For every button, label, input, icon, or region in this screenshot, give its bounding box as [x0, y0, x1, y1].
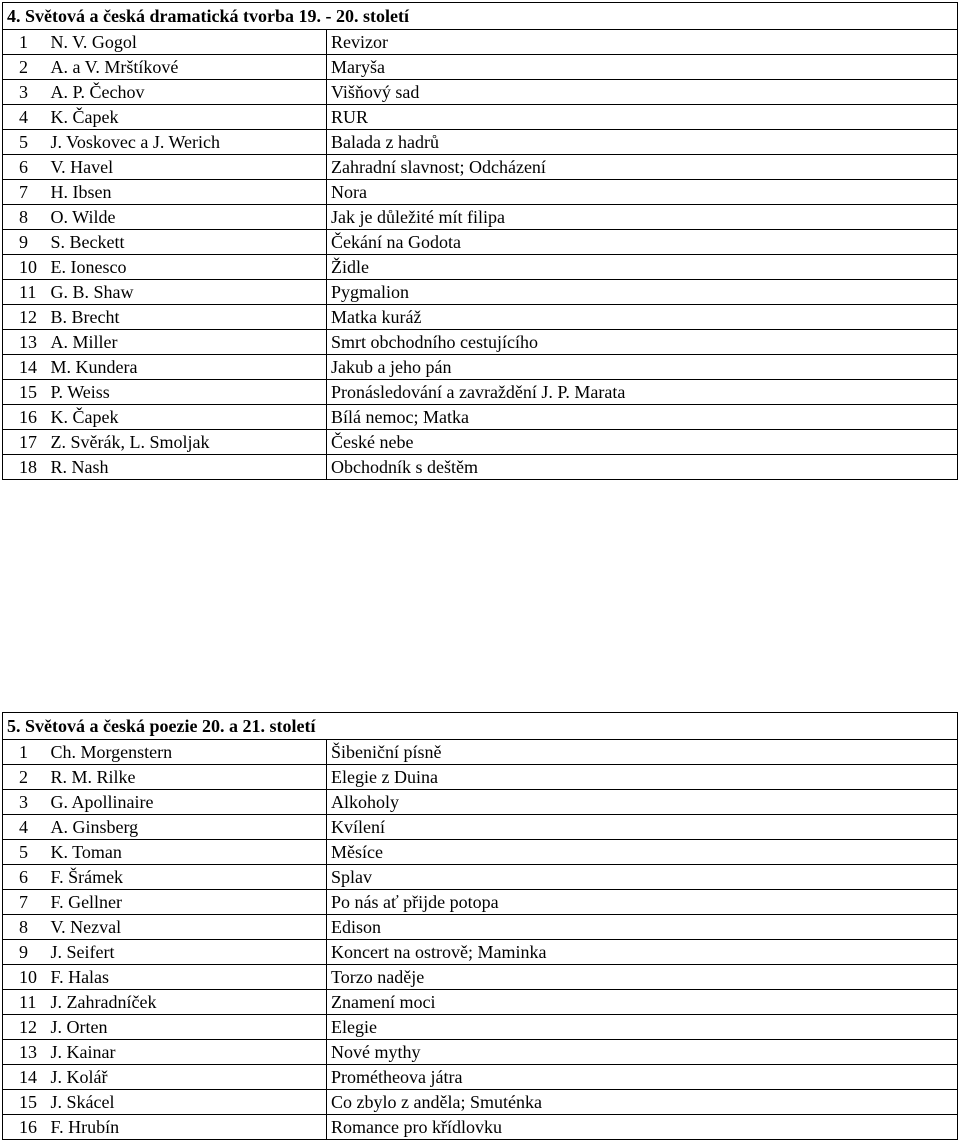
author-cell: A. a V. Mrštíkové	[47, 55, 327, 80]
table-row	[3, 1065, 958, 1090]
row-number: 11	[3, 280, 47, 305]
table-row	[3, 940, 958, 965]
table-row	[3, 80, 958, 105]
author-cell: J. Skácel	[47, 1090, 327, 1115]
work-cell: Elegie z Duina	[327, 765, 958, 790]
row-number: 8	[3, 915, 47, 940]
work-cell: Pronásledování a zavraždění J. P. Marata	[327, 380, 958, 405]
author-cell: N. V. Gogol	[47, 30, 327, 55]
table-row	[3, 430, 958, 455]
author-cell: J. Seifert	[47, 940, 327, 965]
author-cell: S. Beckett	[47, 230, 327, 255]
work-cell: Po nás ať přijde potopa	[327, 890, 958, 915]
row-number: 2	[3, 55, 47, 80]
poetry-title: 5. Světová a česká poezie 20. a 21. století	[3, 713, 958, 740]
row-number: 7	[3, 180, 47, 205]
row-number: 9	[3, 940, 47, 965]
table-row	[3, 280, 958, 305]
author-cell: B. Brecht	[47, 305, 327, 330]
row-number: 6	[3, 155, 47, 180]
work-cell: Čekání na Godota	[327, 230, 958, 255]
row-number: 15	[3, 380, 47, 405]
work-cell: Alkoholy	[327, 790, 958, 815]
table-row	[3, 990, 958, 1015]
work-cell: Šibeniční písně	[327, 740, 958, 765]
table-row	[3, 30, 958, 55]
author-cell: E. Ionesco	[47, 255, 327, 280]
row-number: 12	[3, 1015, 47, 1040]
work-cell: České nebe	[327, 430, 958, 455]
row-number: 8	[3, 205, 47, 230]
work-cell: Koncert na ostrově; Maminka	[327, 940, 958, 965]
author-cell: G. B. Shaw	[47, 280, 327, 305]
work-cell: Jak je důležité mít filipa	[327, 205, 958, 230]
work-cell: Smrt obchodního cestujícího	[327, 330, 958, 355]
table-row	[3, 840, 958, 865]
table-row	[3, 865, 958, 890]
row-number: 3	[3, 790, 47, 815]
row-number: 10	[3, 965, 47, 990]
author-cell: J. Voskovec a J. Werich	[47, 130, 327, 155]
drama-title: 4. Světová a česká dramatická tvorba 19. - 20. století	[3, 3, 958, 30]
work-cell: Kvílení	[327, 815, 958, 840]
table-row	[3, 915, 958, 940]
drama-header-row	[3, 3, 958, 30]
work-cell: Višňový sad	[327, 80, 958, 105]
row-number: 10	[3, 255, 47, 280]
work-cell: Splav	[327, 865, 958, 890]
work-cell: Nové mythy	[327, 1040, 958, 1065]
author-cell: A. Ginsberg	[47, 815, 327, 840]
work-cell: Pygmalion	[327, 280, 958, 305]
work-cell: Balada z hadrů	[327, 130, 958, 155]
table-row	[3, 380, 958, 405]
table-row	[3, 890, 958, 915]
author-cell: G. Apollinaire	[47, 790, 327, 815]
table-row	[3, 740, 958, 765]
row-number: 1	[3, 30, 47, 55]
work-cell: Matka kuráž	[327, 305, 958, 330]
work-cell: Obchodník s deštěm	[327, 455, 958, 480]
row-number: 6	[3, 865, 47, 890]
table-row	[3, 965, 958, 990]
table-row	[3, 205, 958, 230]
row-number: 9	[3, 230, 47, 255]
work-cell: Revizor	[327, 30, 958, 55]
row-number: 3	[3, 80, 47, 105]
work-cell: Prométheova játra	[327, 1065, 958, 1090]
table-row	[3, 105, 958, 130]
row-number: 4	[3, 815, 47, 840]
author-cell: V. Havel	[47, 155, 327, 180]
author-cell: Ch. Morgenstern	[47, 740, 327, 765]
table-row	[3, 355, 958, 380]
table-row	[3, 305, 958, 330]
table-row	[3, 405, 958, 430]
row-number: 13	[3, 330, 47, 355]
row-number: 14	[3, 355, 47, 380]
poetry-header-row	[3, 713, 958, 740]
drama-table-body	[3, 30, 958, 480]
row-number: 7	[3, 890, 47, 915]
table-row	[3, 1090, 958, 1115]
work-cell: Edison	[327, 915, 958, 940]
row-number: 13	[3, 1040, 47, 1065]
work-cell: Romance pro křídlovku	[327, 1115, 958, 1140]
work-cell: Jakub a jeho pán	[327, 355, 958, 380]
author-cell: V. Nezval	[47, 915, 327, 940]
table-row	[3, 790, 958, 815]
row-number: 11	[3, 990, 47, 1015]
author-cell: F. Šrámek	[47, 865, 327, 890]
author-cell: J. Orten	[47, 1015, 327, 1040]
row-number: 18	[3, 455, 47, 480]
work-cell: Židle	[327, 255, 958, 280]
author-cell: R. Nash	[47, 455, 327, 480]
author-cell: F. Hrubín	[47, 1115, 327, 1140]
row-number: 16	[3, 1115, 47, 1140]
table-row	[3, 155, 958, 180]
table-row	[3, 815, 958, 840]
poetry-table-body	[3, 740, 958, 1140]
drama-table	[2, 2, 958, 480]
row-number: 5	[3, 130, 47, 155]
author-cell: O. Wilde	[47, 205, 327, 230]
work-cell: Nora	[327, 180, 958, 205]
author-cell: H. Ibsen	[47, 180, 327, 205]
poetry-table	[2, 712, 958, 1140]
table-row	[3, 455, 958, 480]
table-row	[3, 1015, 958, 1040]
author-cell: F. Halas	[47, 965, 327, 990]
row-number: 17	[3, 430, 47, 455]
row-number: 2	[3, 765, 47, 790]
author-cell: F. Gellner	[47, 890, 327, 915]
work-cell: Znamení moci	[327, 990, 958, 1015]
author-cell: Z. Svěrák, L. Smoljak	[47, 430, 327, 455]
author-cell: A. P. Čechov	[47, 80, 327, 105]
author-cell: J. Kainar	[47, 1040, 327, 1065]
row-number: 12	[3, 305, 47, 330]
row-number: 5	[3, 840, 47, 865]
work-cell: RUR	[327, 105, 958, 130]
row-number: 4	[3, 105, 47, 130]
work-cell: Torzo naděje	[327, 965, 958, 990]
table-row	[3, 180, 958, 205]
work-cell: Bílá nemoc; Matka	[327, 405, 958, 430]
row-number: 16	[3, 405, 47, 430]
author-cell: A. Miller	[47, 330, 327, 355]
row-number: 1	[3, 740, 47, 765]
author-cell: K. Čapek	[47, 405, 327, 430]
author-cell: J. Kolář	[47, 1065, 327, 1090]
table-row	[3, 230, 958, 255]
work-cell: Elegie	[327, 1015, 958, 1040]
work-cell: Maryša	[327, 55, 958, 80]
author-cell: P. Weiss	[47, 380, 327, 405]
table-row	[3, 765, 958, 790]
author-cell: R. M. Rilke	[47, 765, 327, 790]
table-row	[3, 130, 958, 155]
row-number: 15	[3, 1090, 47, 1115]
table-row	[3, 1115, 958, 1140]
table-row	[3, 330, 958, 355]
author-cell: K. Toman	[47, 840, 327, 865]
work-cell: Co zbylo z anděla; Smuténka	[327, 1090, 958, 1115]
table-row	[3, 1040, 958, 1065]
author-cell: M. Kundera	[47, 355, 327, 380]
table-row	[3, 55, 958, 80]
table-row	[3, 255, 958, 280]
author-cell: K. Čapek	[47, 105, 327, 130]
author-cell: J. Zahradníček	[47, 990, 327, 1015]
row-number: 14	[3, 1065, 47, 1090]
work-cell: Zahradní slavnost; Odcházení	[327, 155, 958, 180]
work-cell: Měsíce	[327, 840, 958, 865]
